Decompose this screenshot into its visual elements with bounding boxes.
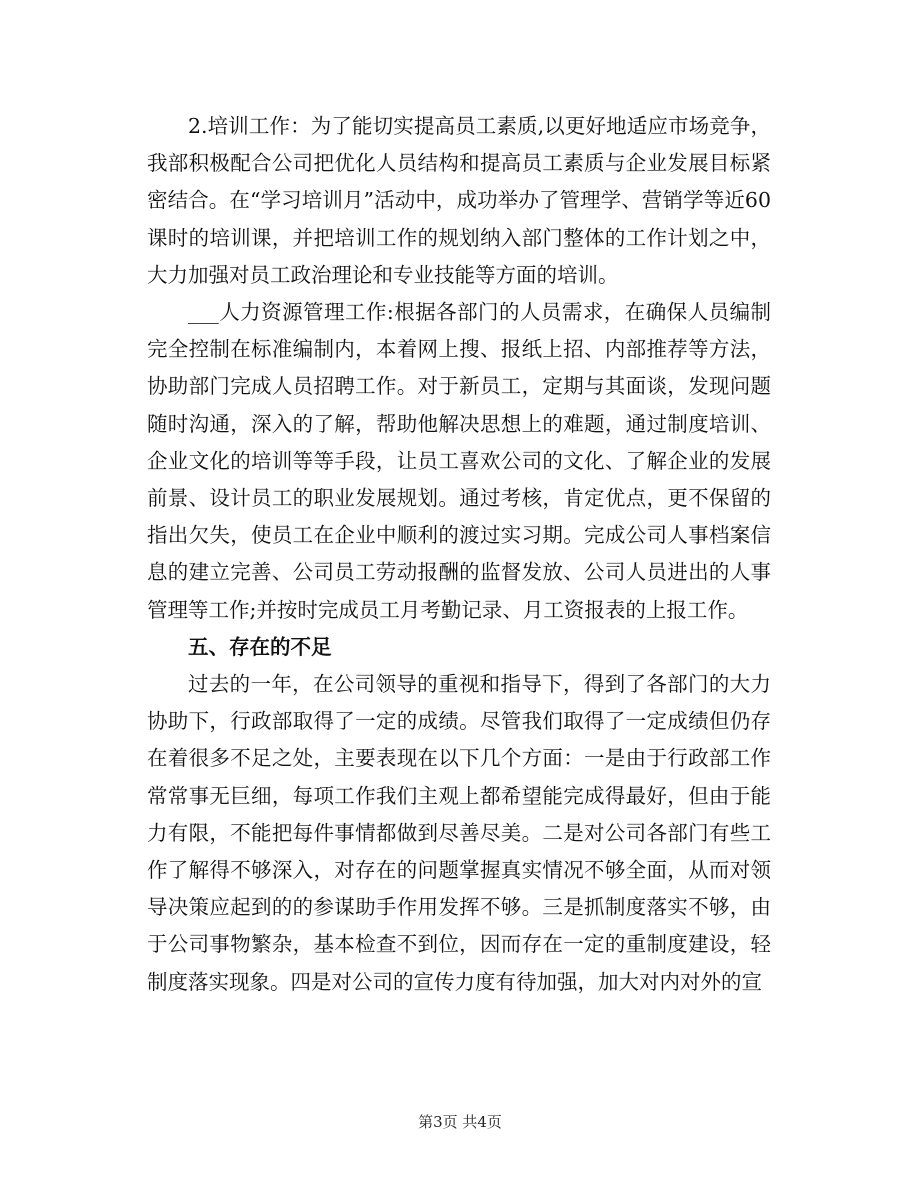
paragraph-shortcomings: 过去的一年，在公司领导的重视和指导下，得到了各部门的大力协助下，行政部取得了一定的成绩。尽管我们取得了一定成绩但仍存在着很多不足之处，主要表现在以下几个方面：一是由于行政部工作常常事无巨细，每项工作我们主观上都希望能完成得最好，但由于能力有限，不能把每件事情都做到尽善尽美。二是对公司各部门有些工作了解得不够深入，对存在的问题掌握真实情况不够全面，从而对领导决策应起到的的参谋助手作用发挥不够。三是抓制度落实不够，由于公司事物繁杂，基本检查不到位，因而存在一定的重制度建设，轻制度落实现象。四是对公司的宣传力度有待加强，加大对内对外的宣 <box>147 672 771 994</box>
document-body <box>147 108 771 1001</box>
page-footer: 第3页 共4页 <box>418 1113 502 1131</box>
paragraph-training-work: 2.培训工作：为了能切实提高员工素质,以更好地适应市场竞争，我部积极配合公司把优化人员结构和提高员工素质与企业发展目标紧密结合。在“学习培训月”活动中，成功举办了管理学、营销学等近60课时的培训课，并把培训工作的规划纳入部门整体的工作计划之中，大力加强对员工政治理论和专业技能等方面的培训。 <box>147 114 771 287</box>
paragraph-hr-management: ___人力资源管理工作:根据各部门的人员需求，在确保人员编制完全控制在标准编制内，本着网上搜、报纸上招、内部推荐等方法，协助部门完成人员招聘工作。对于新员工，定期与其面谈，发现问题随时沟通，深入的了解，帮助他解决思想上的难题，通过制度培训、企业文化的培训等等手段，让员工喜欢公司的文化、了解企业的发展前景、设计员工的职业发展规划。通过考核，肯定优点，更不保留的指出欠失，使员工在企业中顺利的渡过实习期。完成公司人事档案信息的建立完善、公司员工劳动报酬的监督发放、公司人员进出的人事管理等工作;并按时完成员工月考勤记录、月工资报表的上报工作。 <box>147 300 771 622</box>
section-heading-shortcomings: 五、存在的不足 <box>188 634 332 659</box>
